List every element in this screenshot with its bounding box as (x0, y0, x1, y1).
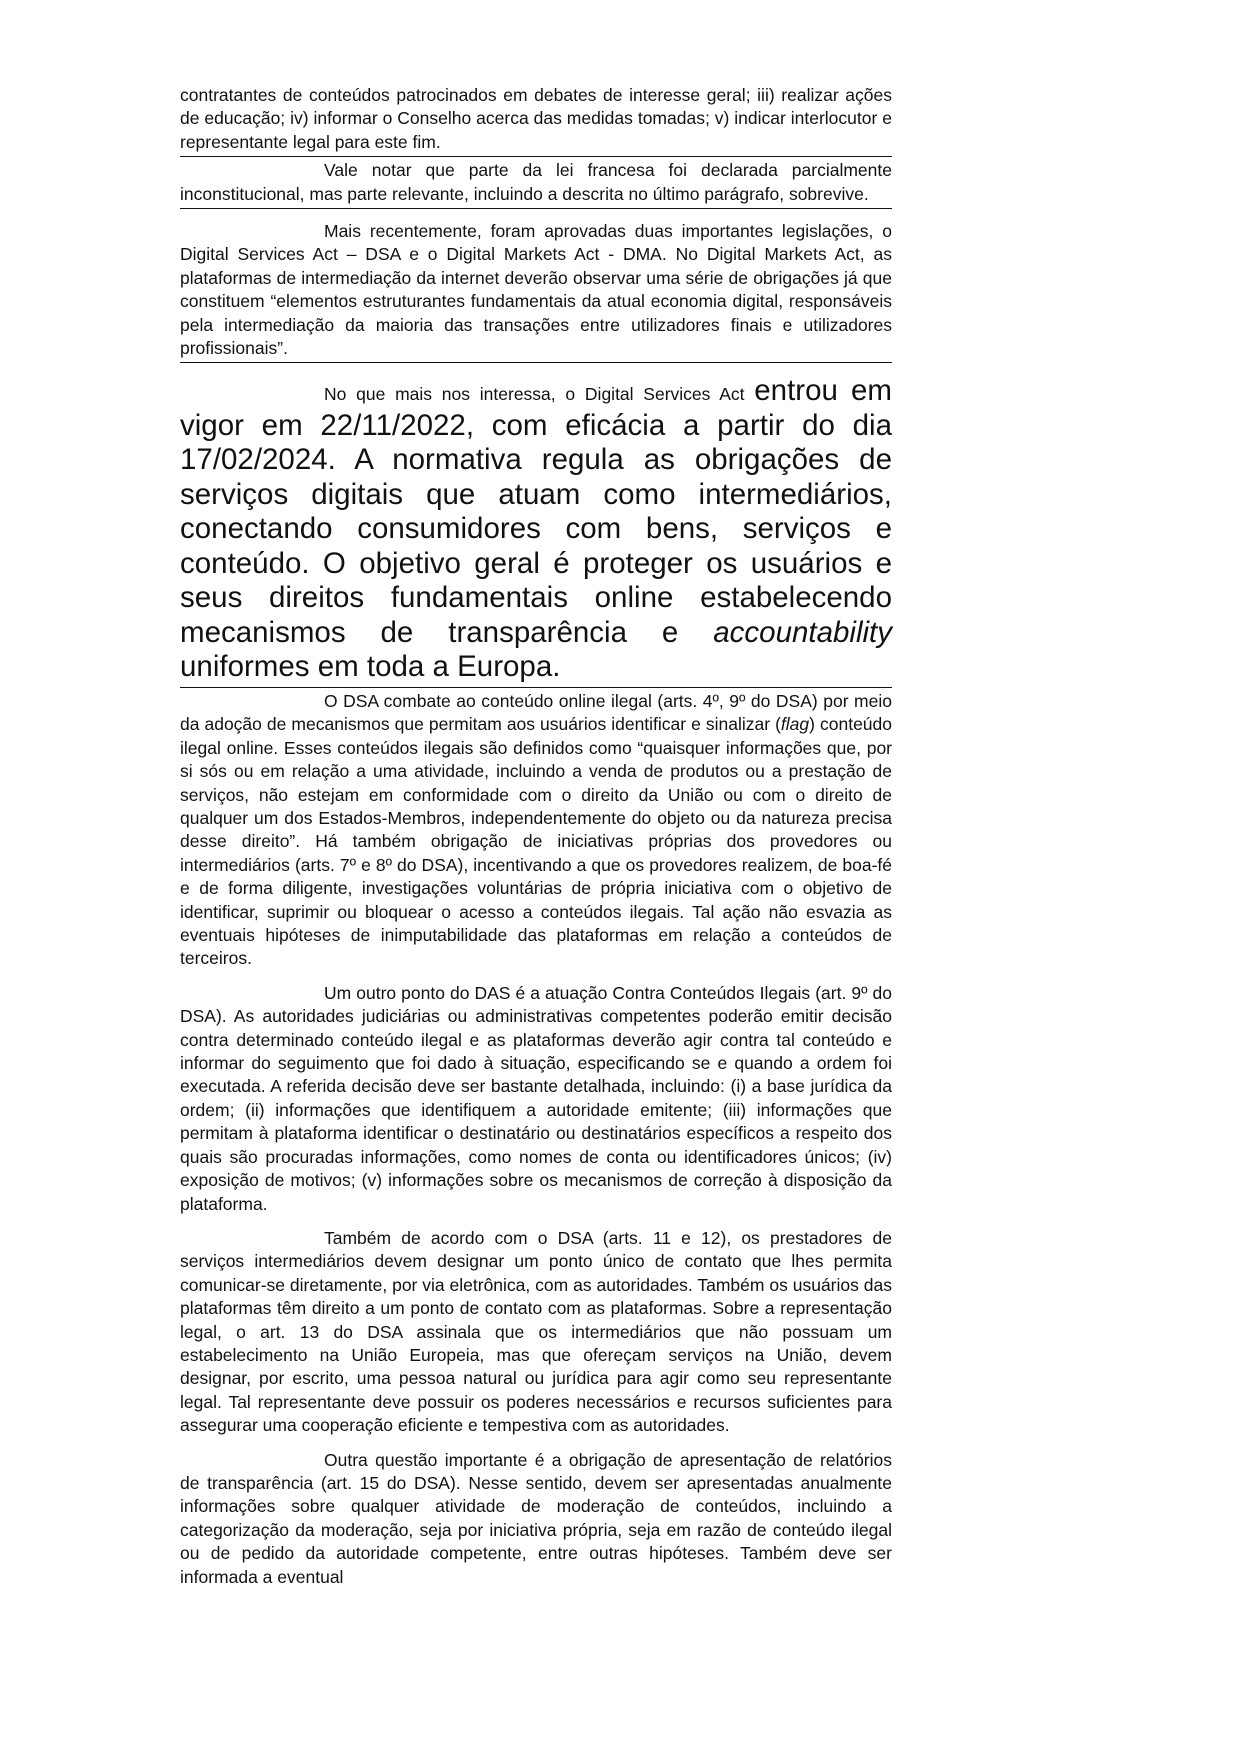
paragraph-5 (180, 690, 892, 971)
paragraph-5-italic-run: flag (780, 714, 810, 735)
paragraph-2: Vale notar que parte da lei francesa foi declarada parcialmente inconstitucional, mas parte relevante, incluindo a descrita no último parágrafo, sobrevive. (180, 159, 892, 209)
paragraph-7: Também de acordo com o DSA (arts. 11 e 12), os prestadores de serviços intermediários devem designar um ponto único de contato que lhes permita comunicar-se diretamente, por via eletrônica, com as autoridades. Também os usuários das plataformas têm direito a um ponto de contato com as plataformas. Sobre a representação legal, o art. 13 do DSA assinala que os intermediários que não possuam um estabelecimento na União Europeia, mas que ofereçam serviços na União, devem designar, por escrito, uma pessoa natural ou jurídica para agir como seu representante legal. Tal representante deve possuir os poderes necessários e recursos suficientes para assegurar uma cooperação eficiente e tempestiva com as autoridades. (180, 1227, 892, 1436)
paragraph-1: contratantes de conteúdos patrocinados em debates de interesse geral; iii) realizar ações de educação; iv) informar o Conselho acerca das medidas tomadas; v) indicar interlocutor e representante legal para este fim. (180, 84, 892, 157)
paragraph-4-big-run-end: uniformes em toda a Europa. (180, 650, 561, 684)
paragraph-5-run-2: ) conteúdo ilegal online. Esses conteúdos ilegais são definidos como “quaisquer informações que, por si sós ou em relação a uma atividade, incluindo a venda de produtos ou a prestação de serviços, não estejam em conformidade com o direito da União ou com o direito de qualquer um dos Estados-Membros, independentemente do objeto ou da natureza precisa desse direito”. Há também obrigação de iniciativas próprias dos provedores ou intermediários (arts. 7º e 8º do DSA), incentivando a que os provedores realizem, de boa-fé e de forma diligente, investigações voluntárias de própria iniciativa com o objetivo de identificar, suprimir ou bloquear o acesso a conteúdos ilegais. Tal ação não esvazia as eventuais hipóteses de inimputabilidade das plataformas em relação a conteúdos de terceiros. (180, 714, 892, 969)
paragraph-6: Um outro ponto do DAS é a atuação Contra Conteúdos Ilegais (art. 9º do DSA). As autoridades judiciárias ou administrativas competentes poderão emitir decisão contra determinado conteúdo ilegal e as plataformas deverão agir contra tal conteúdo e informar do seguimento que foi dado à situação, especificando se e quando a ordem foi executada. A referida decisão deve ser bastante detalhada, incluindo: (i) a base jurídica da ordem; (ii) informações que identifiquem a autoridade emitente; (iii) informações que permitam à plataforma identificar o destinatário ou destinatários específicos a respeito dos quais são procuradas informações, como nomes de conta ou identificadores únicos; (iv) exposição de motivos; (v) informações sobre os mecanismos de correção à disposição da plataforma. (180, 982, 892, 1214)
paragraph-8: Outra questão importante é a obrigação de apresentação de relatórios de transparência (art. 15 do DSA). Nesse sentido, devem ser apresentadas anualmente informações sobre qualquer atividade de moderação de conteúdos, incluindo a categorização da moderação, seja por iniciativa própria, seja em razão de conteúdo ilegal ou de pedido da autoridade competente, entre outras hipóteses. Também deve ser informada a eventual (180, 1449, 892, 1587)
paragraph-4-big-run: entrou em vigor em 22/11/2022, com eficácia a partir do dia 17/02/2024. A normativa regula as obrigações de serviços digitais que atuam como intermediários, conectando consumidores com bens, serviços e conteúdo. O objetivo geral é proteger os usuários e seus direitos fundamentais online estabelecendo mecanismos de transparência e (180, 374, 892, 649)
paragraph-3: Mais recentemente, foram aprovadas duas importantes legislações, o Digital Services Act – DSA e o Digital Markets Act - DMA. No Digital Markets Act, as plataformas de intermediação da internet deverão observar uma série de obrigações já que constituem “elementos estruturantes fundamentais da atual economia digital, responsáveis pela intermediação da maioria das transações entre utilizadores finais e utilizadores profissionais”. (180, 220, 892, 363)
paragraph-5-run-1: O DSA combate ao conteúdo online ilegal (arts. 4º, 9º do DSA) por meio da adoção de mecanismos que permitam aos usuários identificar e sinalizar ( (180, 690, 892, 735)
paragraph-4-small-run: No que mais nos interessa, o Digital Services Act (324, 384, 755, 405)
paragraph-4-italic-run: accountability (713, 615, 892, 649)
paragraph-4-large-text (180, 374, 892, 688)
document-page (180, 84, 892, 1589)
